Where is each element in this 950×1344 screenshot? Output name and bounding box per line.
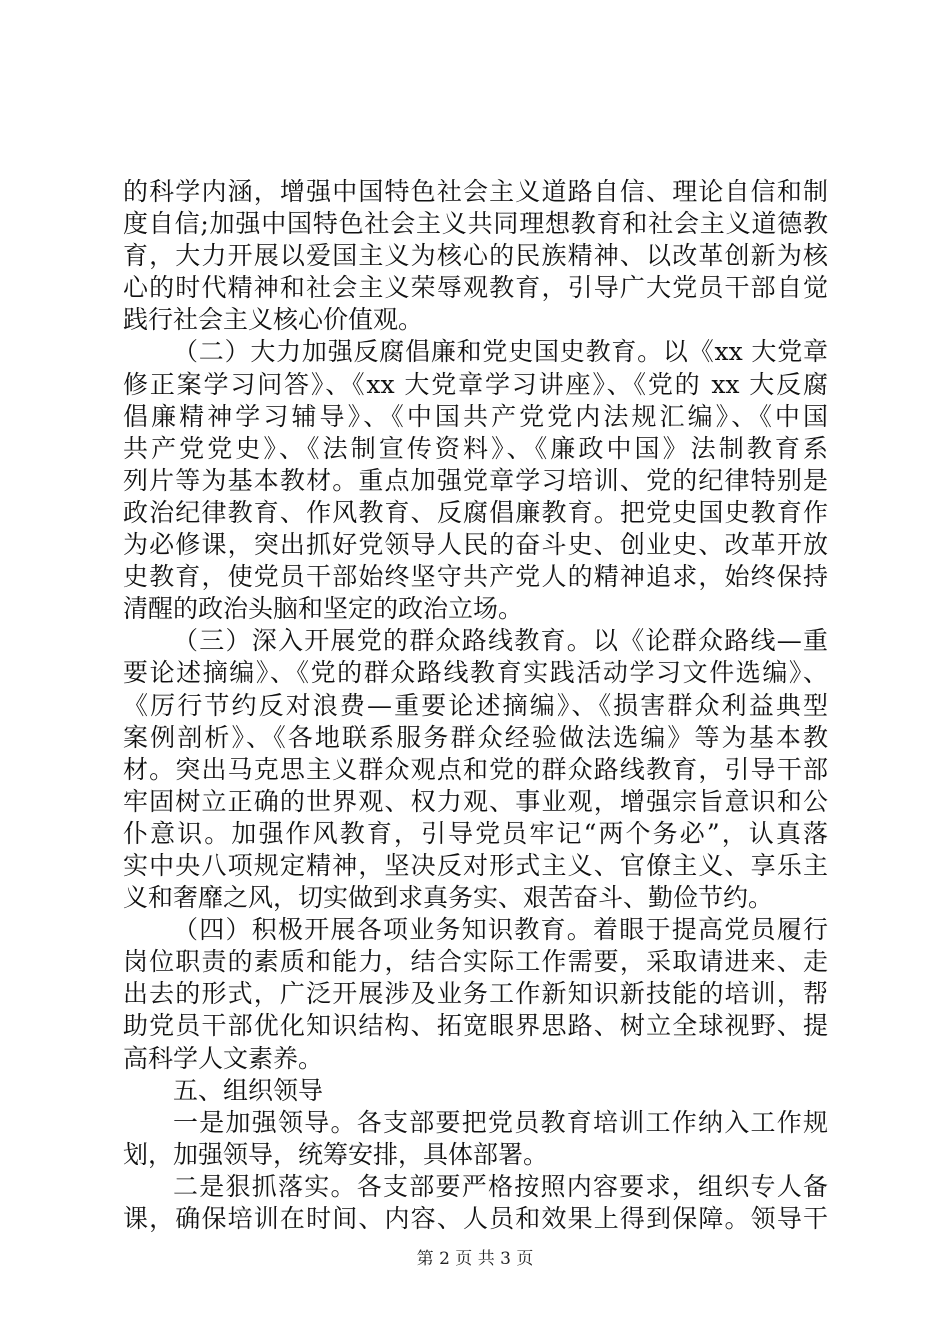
document-line: 的科学内涵，增强中国特色社会主义道路自信、理论自信和制 [123,177,828,206]
document-line: 为必修课，突出抓好党领导人民的奋斗史、创业史、改革开放 [123,530,828,560]
page-footer: 第 2 页 共 3 页 [416,1249,534,1269]
document-line: 育，大力开展以爱国主义为核心的民族精神、以改革创新为核 [123,241,828,271]
document-line: 践行社会主义核心价值观。 [123,305,424,335]
document-line: 案例剖析》、《各地联系服务群众经验做法选编》等为基本教 [123,722,828,752]
document-line: 实中央八项规定精神，坚决反对形式主义、官僚主义、享乐主 [123,850,828,880]
document-line: 《厉行节约反对浪费—重要论述摘编》、《损害群众利益典型 [123,690,828,720]
document-line: 心的时代精神和社会主义荣辱观教育，引导广大党员干部自觉 [123,273,828,303]
document-line: 清醒的政治头脑和坚定的政治立场。 [123,594,524,624]
document-line: 共产党党史》、《法制宣传资料》、《廉政中国》法制教育系 [123,433,828,463]
document-line: （四）积极开展各项业务知识教育。着眼于提高党员履行 [173,915,828,945]
document-line: 五、组织领导 [173,1075,324,1105]
document-line: 政治纪律教育、作风教育、反腐倡廉教育。把党史国史教育作 [123,497,828,527]
document-line: 出去的形式，广泛开展涉及业务工作新知识新技能的培训，帮 [123,979,828,1009]
document-line: 列片等为基本教材。重点加强党章学习培训、党的纪律特别是 [123,465,828,495]
document-line: （三）深入开展党的群众路线教育。以《论群众路线—重 [173,626,828,656]
document-line: 助党员干部优化知识结构、拓宽眼界思路、树立全球视野、提 [123,1011,828,1041]
document-line: 度自信;加强中国特色社会主义共同理想教育和社会主义道德教 [123,209,828,239]
document-line: （二）大力加强反腐倡廉和党史国史教育。以《xx 大党章 [173,337,828,367]
document-line: 材。突出马克思主义群众观点和党的群众路线教育，引导干部 [123,754,828,784]
document-line: 史教育，使党员干部始终坚守共产党人的精神追求，始终保持 [123,562,828,592]
document-line: 划，加强领导，统筹安排，具体部署。 [123,1139,549,1169]
document-line: 修正案学习问答》、《xx 大党章学习讲座》、《党的 xx 大反腐 [123,369,828,399]
document-line: 牢固树立正确的世界观、权力观、事业观，增强宗旨意识和公 [123,786,828,816]
document-line: 义和奢靡之风，切实做到求真务实、艰苦奋斗、勤俭节约。 [123,883,774,913]
document-line: 要论述摘编》、《党的群众路线教育实践活动学习文件选编》、 [123,658,828,688]
document-body [123,176,828,1235]
document-line: 倡廉精神学习辅导》、《中国共产党党内法规汇编》、《中国 [123,401,828,431]
document-line: 高科学人文素养。 [123,1043,324,1073]
document-line: 一是加强领导。各支部要把党员教育培训工作纳入工作规 [173,1107,828,1137]
document-line: 仆意识。加强作风教育，引导党员牢记“两个务必”，认真落 [123,818,828,848]
document-line: 课，确保培训在时间、内容、人员和效果上得到保障。领导干 [123,1204,828,1233]
document-line: 二是狠抓落实。各支部要严格按照内容要求，组织专人备 [173,1171,828,1201]
document-line: 岗位职责的素质和能力，结合实际工作需要，采取请进来、走 [123,947,828,977]
